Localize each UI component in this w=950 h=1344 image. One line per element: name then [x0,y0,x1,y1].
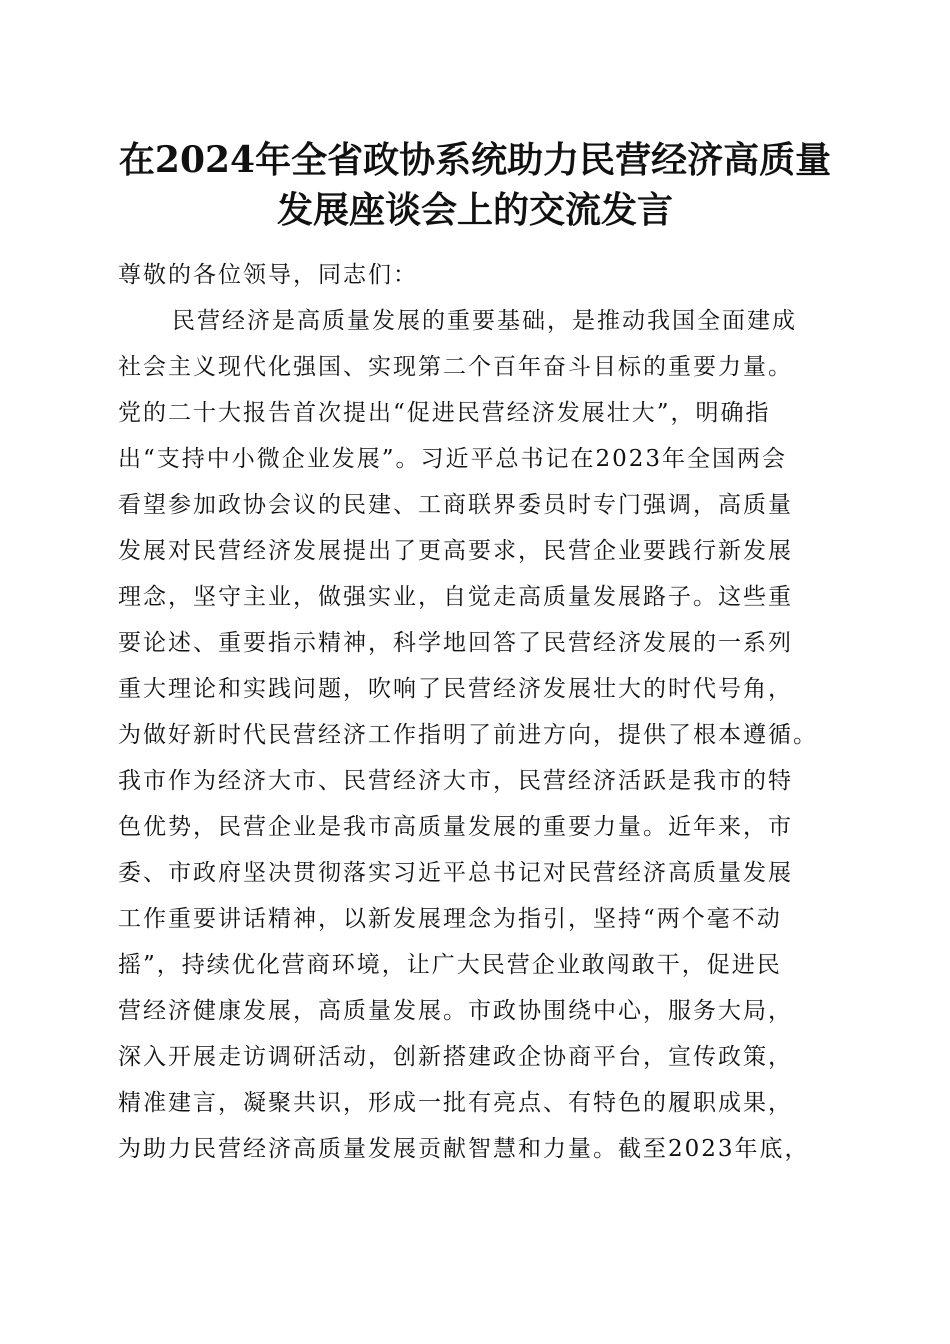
document-title-line-1: 在2024年全省政协系统助力民营经济高质量 [118,139,832,181]
paragraph-line: 为做好新时代民营经济工作指明了前进方向，提供了根本遵循。 [118,722,818,748]
paragraph-line: 党的二十大报告首次提出“促进民营经济发展壮大”，明确指 [118,400,771,426]
paragraph-line: 出“支持中小微企业发展”。习近平总书记在2023年全国两会 [118,446,788,472]
paragraph-line: 社会主义现代化强国、实现第二个百年奋斗目标的重要力量。 [118,354,793,380]
paragraph-line: 为助力民营经济高质量发展贡献智慧和力量。截至2023年底， [118,1136,810,1162]
paragraph-line: 看望参加政协会议的民建、工商联界委员时专门强调，高质量 [118,492,793,518]
salutation: 尊敬的各位领导，同志们： [118,262,418,288]
paragraph-line: 我市作为经济大市、民营经济大市，民营经济活跃是我市的特 [118,768,793,794]
paragraph-line: 重大理论和实践问题，吹响了民营经济发展壮大的时代号角， [118,676,793,702]
paragraph-line: 委、市政府坚决贯彻落实习近平总书记对民营经济高质量发展 [118,860,793,886]
paragraph-line: 工作重要讲话精神，以新发展理念为指引，坚持“两个毫不动 [118,906,782,932]
paragraph-line: 营经济健康发展，高质量发展。市政协围绕中心，服务大局， [118,998,793,1024]
paragraph-line: 色优势，民营企业是我市高质量发展的重要力量。近年来，市 [118,814,793,840]
document-body [118,252,838,1172]
paragraph-line: 要论述、重要指示精神，科学地回答了民营经济发展的一系列 [118,630,793,656]
paragraph-line: 深入开展走访调研活动，创新搭建政企协商平台，宣传政策， [118,1044,793,1070]
paragraph-line: 摇”，持续优化营商环境，让广大民营企业敢闯敢干，促进民 [118,952,782,978]
paragraph-line: 民营经济是高质量发展的重要基础，是推动我国全面建成 [172,308,797,334]
document-title-line-2: 发展座谈会上的交流发言 [276,189,673,231]
paragraph-line: 发展对民营经济发展提出了更高要求，民营企业要践行新发展 [118,538,793,564]
paragraph-line: 理念，坚守主业，做强实业，自觉走高质量发展路子。这些重 [118,584,793,610]
paragraph-line: 精准建言，凝聚共识，形成一批有亮点、有特色的履职成果， [118,1090,793,1116]
